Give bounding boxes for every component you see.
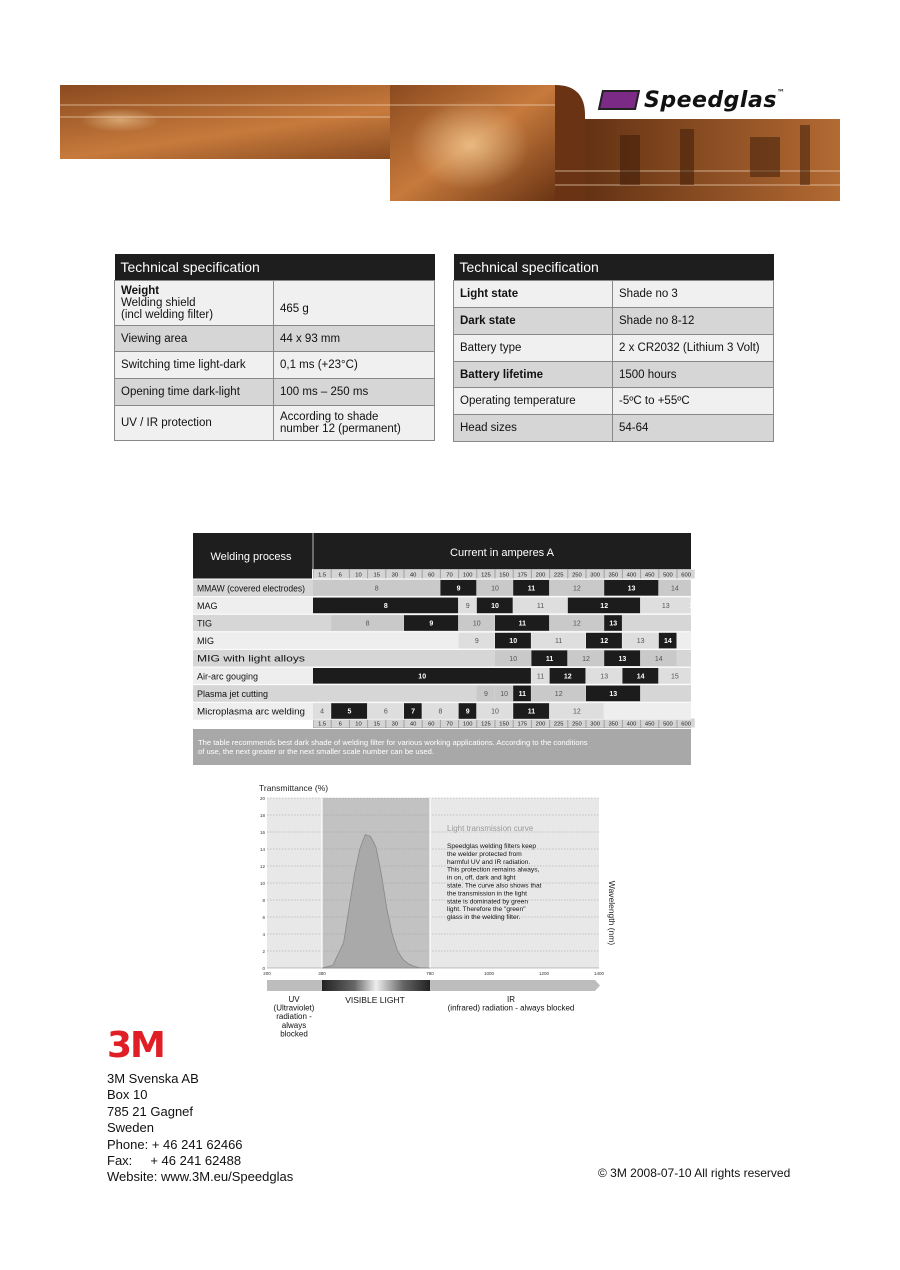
description-line: This protection remains always, xyxy=(447,866,540,874)
current-label: 1.5 xyxy=(318,721,327,728)
spec-left-value: 0,1 ms (+23°C) xyxy=(274,352,435,379)
current-label: 60 xyxy=(428,721,435,728)
speedglas-logo xyxy=(600,88,785,112)
process-label: MIG xyxy=(197,636,214,647)
shade-number: 10 xyxy=(418,673,427,681)
current-label: 150 xyxy=(499,721,509,728)
description-line: light. Therefore the "green" xyxy=(447,906,526,914)
shade-number: 12 xyxy=(573,585,581,593)
fax: Fax: + 46 241 62488 xyxy=(107,1153,242,1169)
shade-number: 11 xyxy=(536,673,545,681)
3m-logo: 3M xyxy=(107,1025,164,1066)
shade-number: 13 xyxy=(609,620,618,628)
current-header: Current in amperes A xyxy=(450,547,554,559)
process-label: MAG xyxy=(197,600,218,611)
address-line: 3M Svenska AB xyxy=(107,1071,199,1086)
shade-number: 14 xyxy=(636,673,645,681)
shade-number: 13 xyxy=(661,603,670,610)
shade-number: 10 xyxy=(491,585,499,593)
description-line: the transmission in the light xyxy=(447,890,527,898)
spec-right-label: Dark state xyxy=(454,308,613,335)
address-line: Box 10 xyxy=(107,1087,148,1103)
current-label: 30 xyxy=(391,721,399,728)
shade-number: 14 xyxy=(671,585,679,593)
current-label: 70 xyxy=(446,721,453,728)
spec-left-value: 465 g xyxy=(274,281,435,326)
shade-number: 9 xyxy=(483,691,488,698)
shade-number: 9 xyxy=(465,708,470,716)
logo-mark-icon xyxy=(598,90,640,110)
shade-number: 13 xyxy=(609,691,618,698)
shade-number: 8 xyxy=(438,708,443,716)
spec-right-value: 54-64 xyxy=(613,415,774,442)
spec-left-label: UV / IR protection xyxy=(115,406,274,441)
current-label: 15 xyxy=(373,572,380,579)
shade-number: 9 xyxy=(465,603,470,610)
uv-band-label: UV (Ultraviolet) radiation -always blocked xyxy=(273,995,315,1039)
current-label: 15 xyxy=(373,721,380,728)
y-tick-label: 0 xyxy=(262,966,265,971)
current-label: 225 xyxy=(553,721,564,728)
description-line: in on, off, dark and light xyxy=(447,874,516,882)
shade-number: 10 xyxy=(491,603,499,610)
current-label: 200 xyxy=(535,721,546,728)
welding-shade-svg xyxy=(193,533,697,765)
spec-right-value: 1500 hours xyxy=(613,362,774,388)
current-label: 70 xyxy=(446,572,453,579)
current-label: 200 xyxy=(535,572,546,579)
ir-band-arrow xyxy=(430,980,600,991)
shade-number: 12 xyxy=(563,673,572,681)
x-tick-label: 1200 xyxy=(538,971,550,976)
spec-right-label: Battery lifetime xyxy=(454,362,613,388)
current-label: 1.5 xyxy=(318,572,327,579)
chart-ylabel: Transmittance (%) xyxy=(259,783,329,793)
current-label: 10 xyxy=(355,572,362,579)
current-label: 100 xyxy=(462,721,473,728)
chart-title: Light transmission curve xyxy=(447,824,534,833)
shade-number: 10 xyxy=(500,691,508,698)
shade-number: 11 xyxy=(527,708,536,716)
current-label: 150 xyxy=(499,572,509,579)
current-label: 350 xyxy=(608,572,619,579)
spec-right-label: Battery type xyxy=(454,335,613,362)
current-label: 40 xyxy=(409,572,417,579)
current-label: 30 xyxy=(391,572,399,579)
spec-left-label: Switching time light-dark xyxy=(115,352,274,379)
description-line: the welder protected from xyxy=(447,850,522,858)
y-tick-label: 6 xyxy=(262,915,265,920)
copyright: © 3M 2008-07-10 All rights reserved xyxy=(598,1166,791,1180)
spec-right-value: Shade no 8-12 xyxy=(613,308,774,335)
current-label: 350 xyxy=(608,721,619,728)
welding-note: The table recommends best dark shade of welding filter for various working applications. According to the conditions of use, the next greater or the next smaller scale number can be used. xyxy=(198,738,588,756)
current-label: 300 xyxy=(590,721,600,728)
spec-right-label: Head sizes xyxy=(454,415,613,442)
description-line: harmful UV and IR radiation. xyxy=(447,858,531,866)
shade-number: 13 xyxy=(618,655,627,663)
current-label: 250 xyxy=(572,721,582,728)
current-label: 600 xyxy=(681,721,691,728)
shade-number: 11 xyxy=(545,655,554,663)
current-label: 6 xyxy=(338,721,342,728)
shade-number: 13 xyxy=(600,673,609,681)
shade-number: 8 xyxy=(383,603,388,610)
current-label: 225 xyxy=(553,572,564,579)
description-line: state. The curve also shows that xyxy=(447,882,542,890)
description-line: Speedglas welding filters keep xyxy=(447,843,537,850)
company-address xyxy=(107,1071,293,1186)
x-tick-label: 200 xyxy=(263,971,271,976)
spec-right-title: Technical specification xyxy=(454,254,774,281)
shade-number: 11 xyxy=(536,603,545,610)
shade-number: 12 xyxy=(600,638,609,646)
website-link[interactable]: Website: www.3M.eu/Speedglas xyxy=(107,1169,294,1185)
spec-right-value: 2 x CR2032 (Lithium 3 Volt) xyxy=(613,335,774,362)
current-label: 400 xyxy=(626,721,637,728)
process-label: Plasma jet cutting xyxy=(197,688,269,699)
transmittance-chart xyxy=(255,780,615,1045)
shade-number: 11 xyxy=(527,585,536,593)
spec-right-label: Operating temperature xyxy=(454,388,613,415)
y-tick-label: 10 xyxy=(259,881,265,886)
spec-left-label: Opening time dark-light xyxy=(115,379,274,406)
process-label: TIG xyxy=(197,618,212,629)
shade-number: 9 xyxy=(429,620,434,628)
shade-number: 9 xyxy=(456,585,461,593)
current-label: 400 xyxy=(626,572,637,579)
logo-tm: ™ xyxy=(776,87,786,97)
process-label: Air-arc gouging xyxy=(197,671,259,682)
shade-number: 7 xyxy=(411,708,416,716)
current-label: 500 xyxy=(663,721,673,728)
shade-number: 11 xyxy=(518,620,527,628)
shade-number: 12 xyxy=(582,655,590,663)
transmittance-svg xyxy=(255,780,615,1045)
shade-number: 15 xyxy=(671,673,679,681)
x-tick-label: 1400 xyxy=(593,971,605,976)
spec-right-label: Light state xyxy=(454,281,613,308)
y-tick-label: 18 xyxy=(259,813,265,818)
shade-number: 8 xyxy=(365,620,370,628)
address-line: Sweden xyxy=(107,1120,154,1136)
spec-table-right xyxy=(453,254,774,442)
y-tick-label: 12 xyxy=(259,864,265,869)
shade-number: 11 xyxy=(555,638,563,646)
phone: Phone: + 46 241 62466 xyxy=(107,1136,243,1152)
x-tick-label: 1000 xyxy=(483,971,495,976)
current-label: 100 xyxy=(462,572,473,579)
current-label: 600 xyxy=(681,572,691,579)
shade-number: 10 xyxy=(491,708,499,716)
shade-number: 10 xyxy=(509,655,518,663)
current-label: 175 xyxy=(517,572,528,579)
shade-number: 11 xyxy=(518,691,527,698)
visible-band xyxy=(322,980,430,991)
current-label: 175 xyxy=(517,721,528,728)
process-label: Microplasma arc welding xyxy=(197,706,305,717)
y-tick-label: 16 xyxy=(259,830,265,835)
x-tick-label: 780 xyxy=(426,971,434,976)
shade-number: 10 xyxy=(509,638,518,646)
current-label: 40 xyxy=(409,721,417,728)
current-label: 450 xyxy=(644,572,655,579)
current-label: 6 xyxy=(338,572,342,579)
logo-text: Speedglas xyxy=(644,87,777,113)
shade-number: 14 xyxy=(664,638,672,646)
spec-left-value: According to shade number 12 (permanent) xyxy=(274,406,435,441)
shade-number: 14 xyxy=(654,655,663,663)
spec-left-label xyxy=(115,281,274,326)
shade-number: 13 xyxy=(636,638,645,646)
current-label: 10 xyxy=(355,721,362,728)
y-tick-label: 20 xyxy=(259,796,265,801)
shade-number: 12 xyxy=(600,603,609,610)
spec-right-value: Shade no 3 xyxy=(613,281,774,308)
welding-shade-table xyxy=(193,533,697,765)
spec-left-title: Technical specification xyxy=(115,254,435,281)
shade-number: 13 xyxy=(627,585,636,593)
spec-left-value: 44 x 93 mm xyxy=(274,326,435,352)
y-tick-label: 2 xyxy=(262,949,265,954)
spec-left-label-sub: Welding shield (incl welding filter) xyxy=(121,297,214,321)
shade-number: 5 xyxy=(347,708,352,716)
shade-number: 10 xyxy=(472,620,481,628)
shade-number: 12 xyxy=(573,708,581,716)
chart-xlabel: Wavelength (nm) xyxy=(607,880,617,946)
shade-number: 12 xyxy=(554,691,563,698)
process-label: MMAW (covered electrodes) xyxy=(197,583,305,594)
description-line: state is dominated by green xyxy=(447,898,529,906)
shade-number: 8 xyxy=(374,585,379,593)
shade-number: 14 xyxy=(689,603,697,610)
current-label: 500 xyxy=(663,572,673,579)
current-label: 125 xyxy=(481,572,491,579)
address-line: 785 21 Gagnef xyxy=(107,1103,194,1119)
current-label: 250 xyxy=(572,572,582,579)
spec-table-left xyxy=(114,254,435,441)
current-label: 300 xyxy=(590,572,600,579)
y-tick-label: 4 xyxy=(262,932,265,937)
description-line: glass in the welding filter. xyxy=(447,914,521,922)
shade-number: 9 xyxy=(474,638,479,646)
process-label: MIG with light alloys xyxy=(197,653,306,664)
current-label: 450 xyxy=(644,721,655,728)
y-tick-label: 8 xyxy=(262,898,265,903)
spec-right-value: -5ºC to +55ºC xyxy=(613,388,774,415)
x-tick-label: 380 xyxy=(318,971,326,976)
shade-number: 4 xyxy=(320,708,325,716)
spec-left-label: Viewing area xyxy=(115,326,274,352)
shade-number: 12 xyxy=(573,620,581,628)
spec-left-label-bold: Weight xyxy=(121,285,160,297)
y-tick-label: 14 xyxy=(259,847,265,852)
ir-band-label: IR (infrared) radiation - always blocked xyxy=(447,995,575,1013)
current-label: 60 xyxy=(428,572,435,579)
shade-number: 6 xyxy=(383,708,388,716)
visible-band-label: VISIBLE LIGHT xyxy=(345,995,405,1005)
uv-band xyxy=(267,980,322,991)
welding-process-header: Welding process xyxy=(210,551,292,563)
current-label: 125 xyxy=(481,721,491,728)
spec-left-value: 100 ms – 250 ms xyxy=(274,379,435,406)
